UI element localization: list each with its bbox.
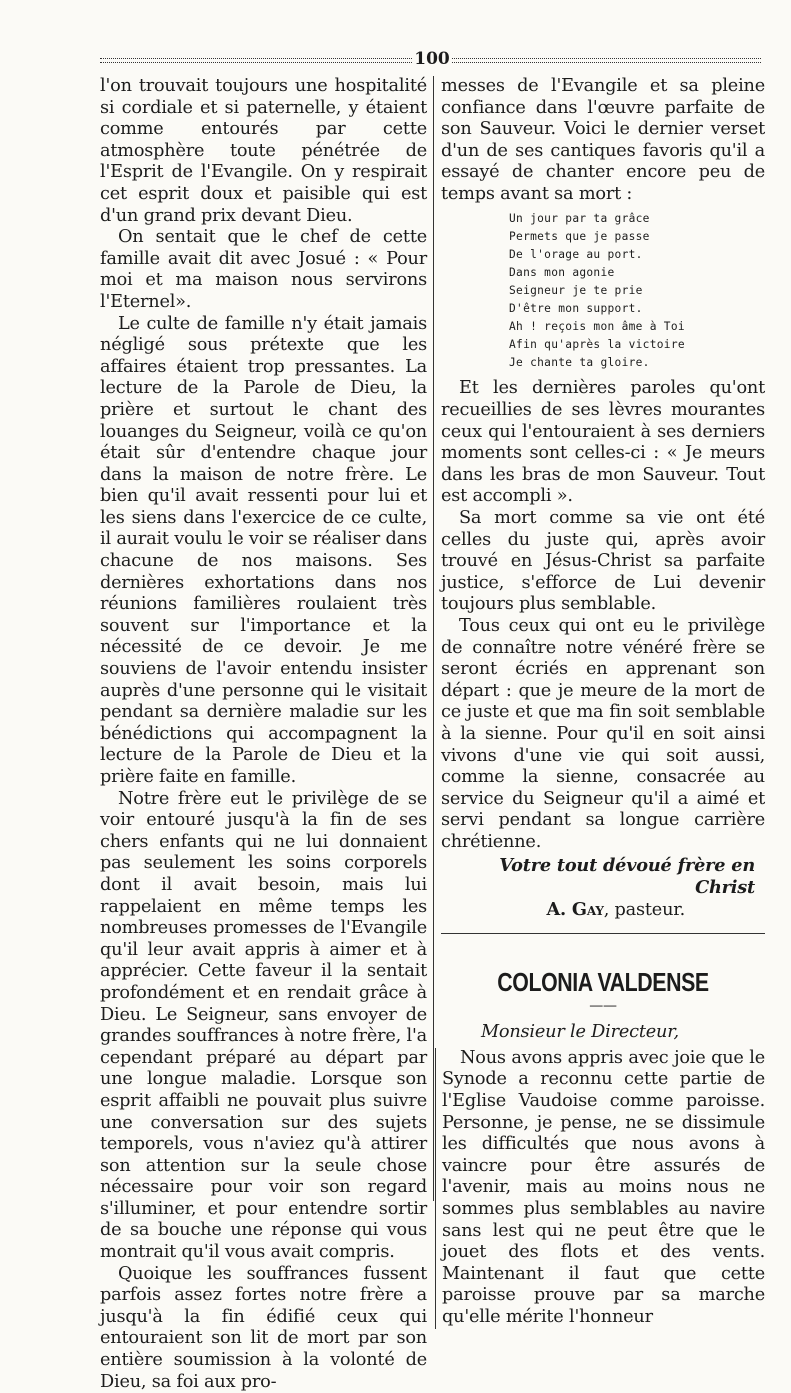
signature-closing: Votre tout dévoué frère en Christ: [499, 855, 755, 899]
right-paragraph-1: Et les dernières paroles qu'ont recueillies de ses lèvres mourantes ceux qui l'entouraient à ses derniers moments sont celles-ci : « Je meurs dans les bras de mon Sauveur. Tout est accompli ».: [441, 378, 765, 507]
hymn-verse: [509, 210, 765, 373]
page-number: 100: [414, 49, 450, 69]
right-paragraph-3: Tous ceux qui ont eu le privilège de connaître notre vénéré frère se seront écriés en apprenant son départ : que je meure de la mort de ce juste et que ma fin soit semblable à la sienne. Pour qu'il en soit ainsi vivons d'une vie qui soit aussi, comme la sienne, consacrée au service du Seigneur qu'il a aimé et servi pendant sa longue carrière chrétienne.: [441, 615, 765, 852]
salutation: Monsieur le Directeur,: [481, 1022, 679, 1043]
page-header: [100, 48, 761, 70]
signature: [441, 899, 765, 922]
right-intro-paragraph: messes de l'Evangile et sa pleine confiance dans l'œuvre parfaite de son Sauveur. Voici le dernier verset d'un de ses cantiques favoris qu'il a essayé de chanter encore peu de temps avant sa mort :: [441, 76, 765, 204]
left-paragraph-2: On sentait que le chef de cette famille avait dit avec Josué : « Pour moi et ma maison nous servirons l'Eternel».: [100, 227, 427, 312]
hymn-line: Afin qu'après la victoire: [509, 338, 685, 352]
hymn-line: Je chante ta gloire.: [509, 356, 650, 370]
signature-title: , pasteur.: [603, 899, 685, 920]
letter-body-container: [435, 1048, 765, 1329]
header-rule-right: [452, 58, 761, 63]
hymn-line: Seigneur je te prie: [509, 283, 643, 297]
right-paragraph-2: Sa mort comme sa vie ont été celles du juste qui, après avoir trouvé en Jésus-Christ sa parfaite justice, s'efforce de Lui devenir toujours plus semblable.: [441, 507, 765, 615]
column-divider: [433, 76, 434, 1201]
left-paragraph-3: Le culte de famille n'y était jamais négligé sous prétexte que les affaires étaient trop pressantes. La lecture de la Parole de Dieu, la prière et surtout le chant des louanges du Seigneur, voilà ce qu'on était sûr d'entendre chaque jour dans la maison de notre frère. Le bien qu'il avait ressenti pour lui et les siens dans l'exercice de ce culte, il aurait voulu le voir se réaliser dans chacune de nos maisons. Ses dernières exhortations dans nos réunions familières roulaient très souvent sur l'importance et la nécessité de ce devoir. Je me souviens de l'avoir entendu insister auprès d'une personne qui le visitait pendant sa dernière maladie sur les bénédictions qui accompagnent la lecture de la Parole de Dieu et la prière faite en famille.: [100, 313, 427, 787]
hymn-line: Un jour par ta grâce: [509, 211, 650, 225]
section-title: COLONIA VALDENSE: [497, 967, 709, 998]
signature-name: A. Gay: [546, 898, 604, 920]
right-column: [441, 76, 765, 1329]
section-divider: [441, 933, 765, 934]
left-paragraph-4: Notre frère eut le privilège de se voir entouré jusqu'à la fin de ses chers enfants qui ne lui donnaient pas seulement les soins corporels dont il avait besoin, mais lui rappelaient en même temps les nombreuses promesses de l'Evangile qu'il leur avait appris à aimer et à apprécier. Cette faveur il la sentait profondément et en rendait grâce à Dieu. Le Seigneur, sans envoyer de grandes souffrances à notre frère, l'a cependant préparé au départ par une longue maladie. Lorsque son esprit affaibli ne pouvait plus suivre une conversation sur des sujets temporels, vous n'aviez qu'à attirer son attention sur la seule chose nécessaire pour voir son regard s'illuminer, et pour entendre sortir de sa bouche une réponse qui vous montrait qu'il vous avait compris.: [100, 788, 427, 1263]
left-paragraph-1: l'on trouvait toujours une hospitalité si cordiale et si paternelle, y étaient comme entourés par cette atmosphère toute pénétrée de l'Esprit de l'Evangile. On y respirait cet esprit doux et paisible qui est d'un grand prix devant Dieu.: [100, 76, 427, 226]
hymn-line: D'être mon support.: [509, 302, 643, 316]
title-dash: ——: [589, 998, 617, 1015]
hymn-line: De l'orage au port.: [509, 247, 643, 261]
hymn-line: Permets que je passe: [509, 229, 650, 243]
hymn-line: Ah ! reçois mon âme à Toi: [509, 320, 685, 334]
letter-paragraph: Nous avons appris avec joie que le Synode a reconnu cette partie de l'Eglise Vaudoise comme paroisse. Personne, je pense, ne se dissimule les difficultés que nous avons à vaincre pour être assurés de l'avenir, mais au moins nous ne sommes plus semblables au navire sans lest qui ne peut être que le jouet des flots et des vents. Maintenant il faut que cette paroisse prouve par sa marche qu'elle mérite l'honneur: [442, 1047, 765, 1327]
header-rule-left: [100, 58, 412, 63]
hymn-line: Dans mon agonie: [509, 265, 615, 279]
left-paragraph-5: Quoique les souffrances fussent parfois assez fortes notre frère a jusqu'à la fin édifié ceux qui entouraient son lit de mort par son entière soumission à la volonté de Dieu, sa foi aux pro-: [100, 1263, 427, 1392]
left-column: [100, 76, 427, 1393]
